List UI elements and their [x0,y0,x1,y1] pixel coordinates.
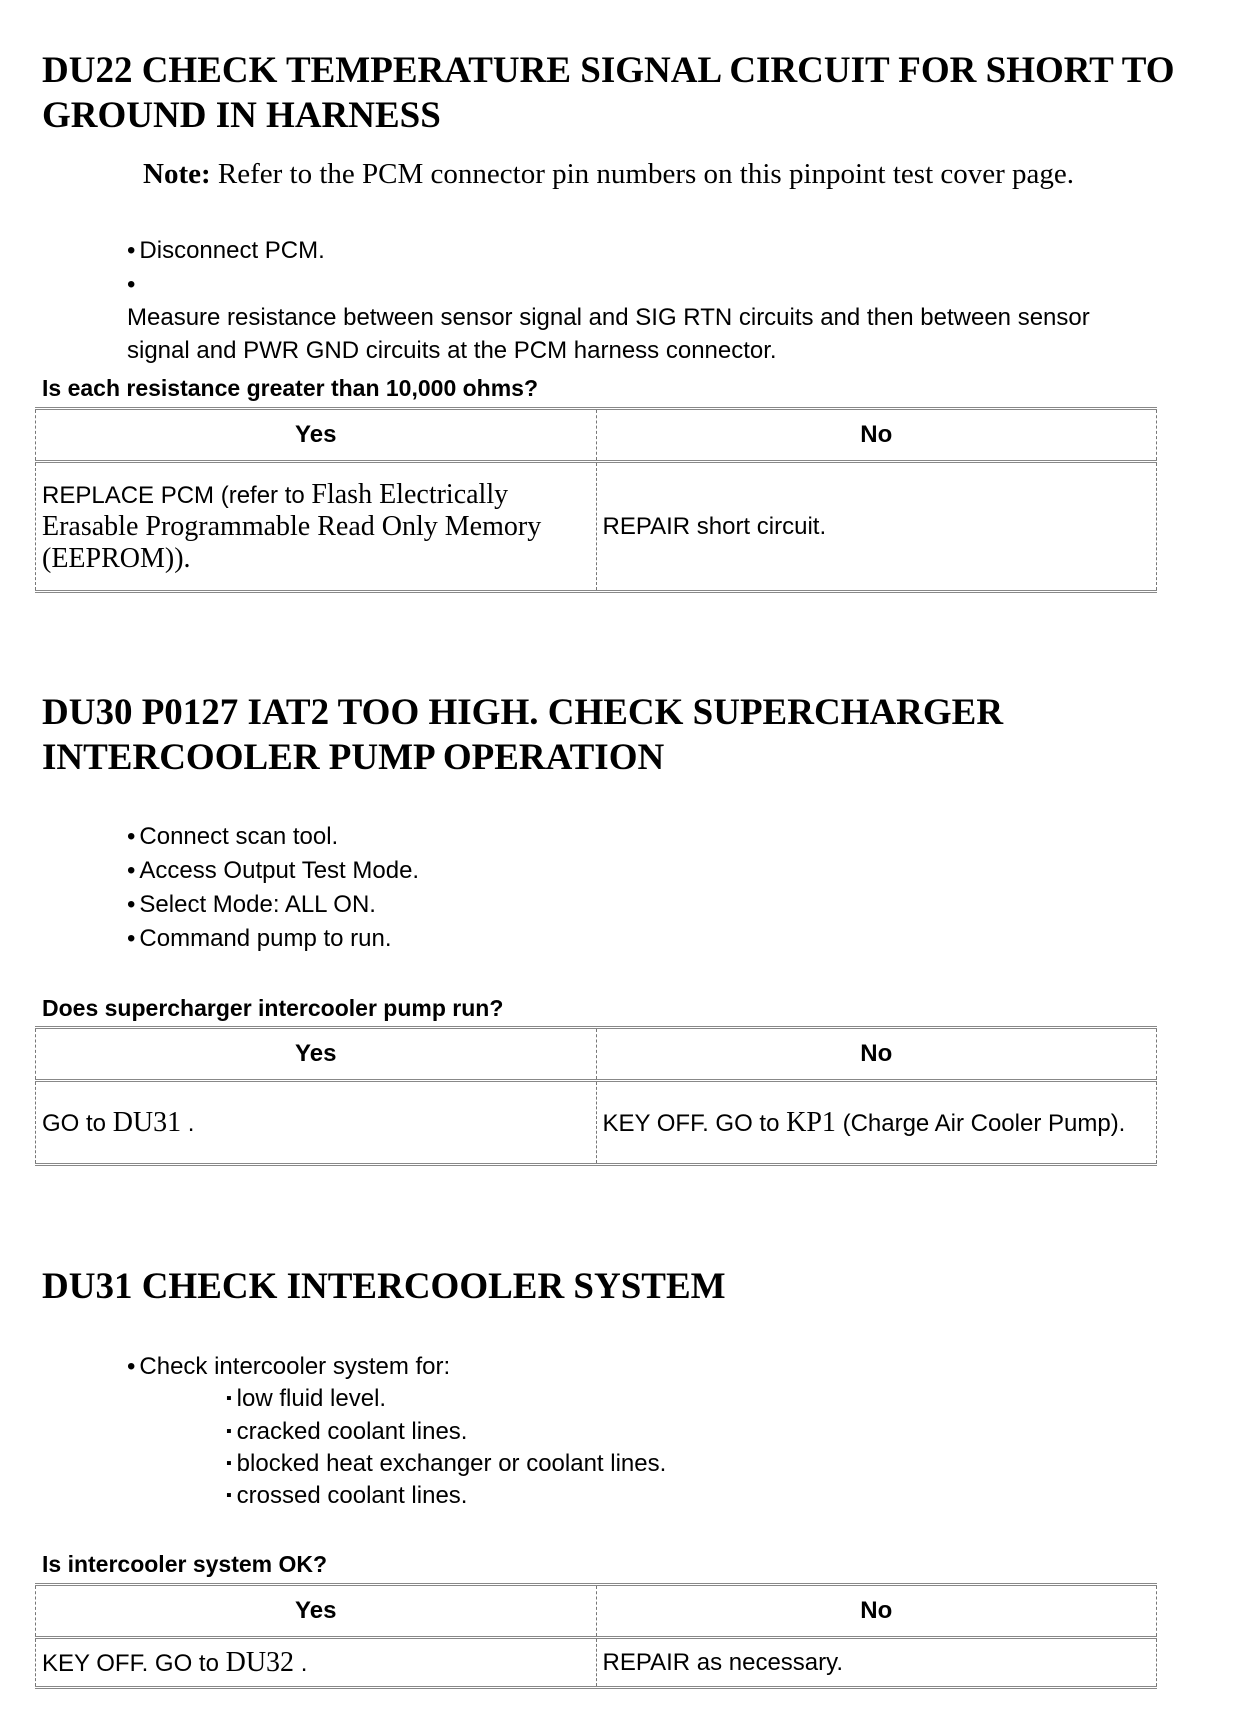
decision-table [35,1583,1157,1689]
yes-cell: REPLACE PCM (refer to Flash Electrically Erasable Programmable Read Only Memory (EEPROM)). [36,462,597,592]
no-cell: REPAIR short circuit. [596,462,1157,592]
bullet: • Command pump to run. [127,922,392,955]
bullet: • Access Output Test Mode. [127,854,419,887]
sub-bullet: ▪ blocked heat exchanger or coolant lines. [226,1447,666,1480]
no-cell: KEY OFF. GO to KP1 (Charge Air Cooler Pump). [596,1081,1157,1165]
sub-bullet: ▪ crossed coolant lines. [226,1479,467,1512]
section-title-du22: DU22 CHECK TEMPERATURE SIGNAL CIRCUIT FOR SHORT TO GROUND IN HARNESS [42,50,1175,136]
question: Is each resistance greater than 10,000 ohms? [42,375,539,401]
decision-table [35,1026,1157,1166]
yes-header: Yes [36,1585,597,1638]
no-header: No [596,1028,1157,1081]
question: Does supercharger intercooler pump run? [42,995,504,1021]
section-title-du31: DU31 CHECK INTERCOOLER SYSTEM [42,1266,726,1307]
section-title-du30: DU30 P0127 IAT2 TOO HIGH. CHECK SUPERCHARGER INTERCOOLER PUMP OPERATION [42,692,1004,778]
decision-table [35,407,1157,593]
bullet: • Connect scan tool. [127,820,338,853]
yes-cell: GO to DU31 . [36,1081,597,1165]
yes-header: Yes [36,1028,597,1081]
no-header: No [596,409,1157,462]
no-header: No [596,1585,1157,1638]
no-cell: REPAIR as necessary. [596,1638,1157,1688]
sub-bullet: ▪ cracked coolant lines. [226,1415,467,1448]
yes-cell: KEY OFF. GO to DU32 . [36,1638,597,1688]
question: Is intercooler system OK? [42,1551,328,1577]
sub-bullet: ▪ low fluid level. [226,1382,386,1415]
bullet: • Check intercooler system for: [127,1350,450,1383]
du32-link[interactable]: DU32 [225,1646,295,1678]
yes-header: Yes [36,409,597,462]
kp1-link[interactable]: KP1 [786,1106,836,1138]
note: Note: Refer to the PCM connector pin numbers on this pinpoint test cover page. [143,158,1075,190]
bullet: • Disconnect PCM. [127,234,325,267]
eeprom-link[interactable]: Flash Electrically Erasable Programmable Read Only Memory (EEPROM) [42,478,542,574]
du31-link[interactable]: DU31 [112,1106,182,1138]
bullet: • Select Mode: ALL ON. [127,888,376,921]
bullet: • Measure resistance between sensor signal and SIG RTN circuits and then between sensor signal and PWR GND circuits at the PCM harness connector. [127,268,1127,367]
